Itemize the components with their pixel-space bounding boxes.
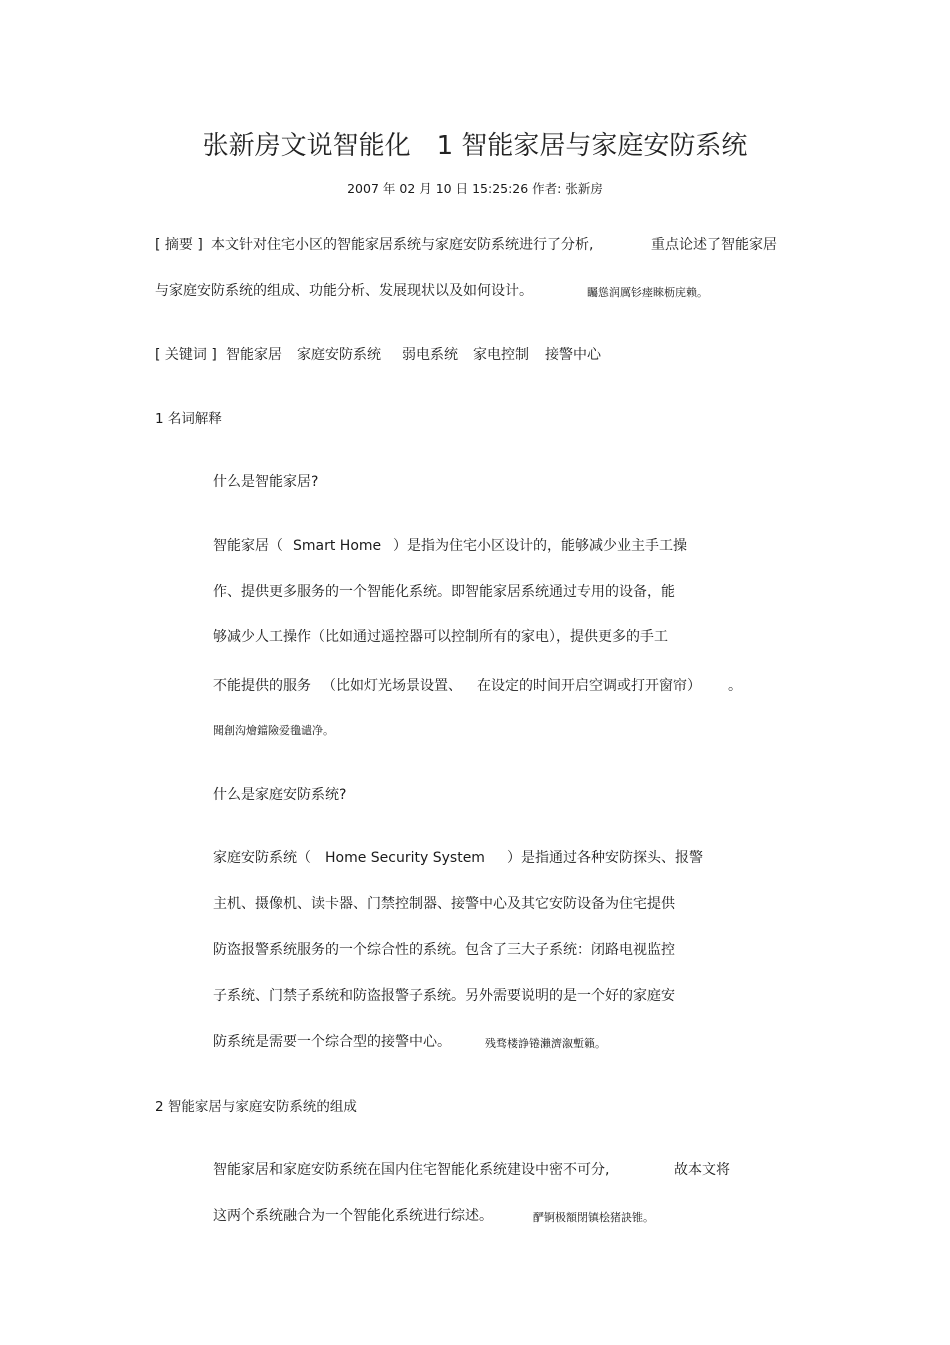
paragraph-line: 作、提供更多服务的一个智能化系统。即智能家居系统通过专用的设备，能 (213, 584, 675, 600)
paragraph-line: 。 (728, 678, 742, 694)
paragraph-line: 家庭安防系统（ (213, 850, 311, 866)
question-heading: 什么是家庭安防系统? (213, 787, 347, 803)
paragraph-line: 子系统、门禁子系统和防盗报警子系统。另外需要说明的是一个好的家庭安 (213, 988, 675, 1004)
publish-meta: 2007 年 02 月 10 日 15:25:26 作者: 张新房 (347, 181, 603, 196)
keyword: 家电控制 (473, 347, 529, 363)
keyword: 智能家居 (226, 347, 282, 363)
keyword: 家庭安防系统 (297, 347, 381, 363)
paragraph-line: 不能提供的服务 (213, 678, 311, 694)
paragraph-line: Home Security System (325, 850, 485, 866)
paragraph-line: 这两个系统融合为一个智能化系统进行综述。 (213, 1208, 493, 1224)
section-heading: 2 智能家居与家庭安防系统的组成 (155, 1099, 357, 1115)
paragraph-line: 防系统是需要一个综合型的接警中心。 (213, 1034, 451, 1050)
section-heading: 1 名词解释 (155, 411, 222, 427)
watermark-text: 残骛楼諍锩瀨濟溆塹籟。 (485, 1037, 606, 1050)
paragraph-line: ）是指通过各种安防探头、报警 (507, 850, 703, 866)
paragraph-line: 够减少人工操作（比如通过遥控器可以控制所有的家电），提供更多的手工 (213, 629, 668, 645)
question-heading: 什么是智能家居? (213, 474, 319, 490)
paragraph-line: 智能家居和家庭安防系统在国内住宅智能化系统建设中密不可分, (213, 1162, 610, 1178)
watermark-text: 聞創沟燴鐺險爱氇谴净。 (213, 724, 334, 737)
abstract-text: 与家庭安防系统的组成、功能分析、发展现状以及如何设计。 (155, 283, 533, 299)
paragraph-line: 智能家居（ (213, 538, 283, 554)
keywords-label: [ 关键词 ] (155, 347, 217, 363)
document-title: 张新房文说智能化 1 智能家居与家庭安防系统 (202, 131, 748, 161)
paragraph-line: 在设定的时间开启空调或打开窗帘） (477, 678, 701, 694)
paragraph-line: （比如灯光场景设置、 (322, 678, 462, 694)
keyword: 接警中心 (545, 347, 601, 363)
paragraph-line: 主机、摄像机、读卡器、门禁控制器、接警中心及其它安防设备为住宅提供 (213, 896, 675, 912)
abstract-text: 本文针对住宅小区的智能家居系统与家庭安防系统进行了分析, (211, 237, 594, 253)
paragraph-line: 故本文将 (674, 1162, 730, 1178)
abstract-text: 重点论述了智能家居 (651, 237, 777, 253)
watermark-text: 酽锕极額閉镇桧猪訣锥。 (533, 1211, 654, 1224)
keyword: 弱电系统 (402, 347, 458, 363)
paragraph-line: 防盗报警系统服务的一个综合性的系统。包含了三大子系统：闭路电视监控 (213, 942, 675, 958)
paragraph-line: ）是指为住宅小区设计的，能够减少业主手工操 (393, 538, 687, 554)
abstract-label: [ 摘要 ] (155, 237, 203, 253)
watermark-text: 矚慫润厲钐瘗睞枥庑赖。 (587, 286, 708, 299)
paragraph-line: Smart Home (293, 538, 382, 554)
